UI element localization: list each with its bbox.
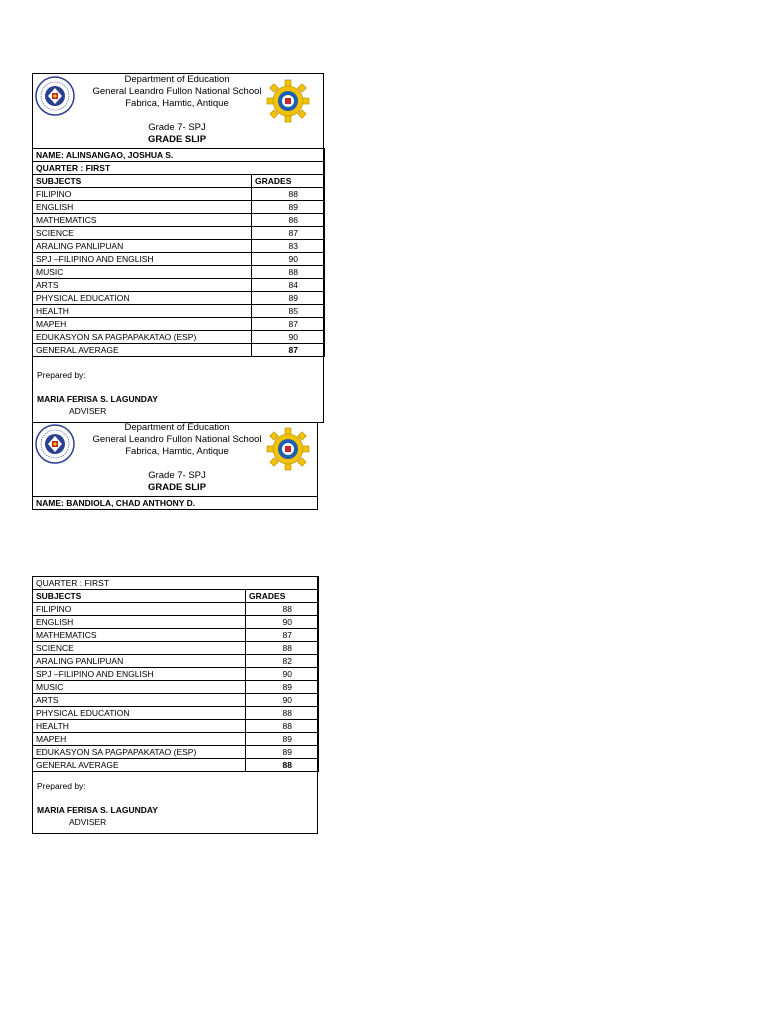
table-row [33, 720, 319, 733]
subject-cell: MAPEH [33, 733, 246, 746]
subjects-header: SUBJECTS [33, 175, 252, 188]
grade-cell: 90 [252, 331, 325, 344]
slip2-rows [33, 603, 319, 772]
deped-seal-icon [35, 76, 75, 116]
grades-header: GRADES [252, 175, 325, 188]
slip1-rows [33, 188, 325, 357]
doc-title: GRADE SLIP [147, 482, 207, 493]
subject-cell: MUSIC [33, 681, 246, 694]
grade-cell: 89 [252, 201, 325, 214]
slip2-grades-table [32, 576, 319, 772]
dept-name: Department of Education [124, 74, 230, 85]
table-row [33, 227, 325, 240]
adviser-name: MARIA FERISA S. LAGUNDAY [37, 394, 158, 404]
table-row [33, 240, 325, 253]
subject-cell: SCIENCE [33, 642, 246, 655]
subject-cell: ARTS [33, 279, 252, 292]
subject-cell: MATHEMATICS [33, 629, 246, 642]
slip1-prepared-block [37, 369, 158, 417]
doc-title: GRADE SLIP [147, 134, 207, 145]
student-name: NAME: ALINSANGAO, JOSHUA S. [33, 149, 325, 162]
table-row [33, 759, 319, 772]
subject-cell: MAPEH [33, 318, 252, 331]
grade-cell: 82 [246, 655, 319, 668]
table-row [33, 331, 325, 344]
table-row [33, 253, 325, 266]
subject-cell: EDUKASYON SA PAGPAPAKATAO (ESP) [33, 331, 252, 344]
table-row [33, 746, 319, 759]
subject-cell: SPJ –FILIPINO AND ENGLISH [33, 253, 252, 266]
quarter-label: QUARTER : FIRST [33, 162, 325, 175]
subject-cell: FILIPINO [33, 188, 252, 201]
grade-cell: 90 [246, 668, 319, 681]
subject-cell: HEALTH [33, 305, 252, 318]
grade-cell: 88 [246, 603, 319, 616]
subject-cell: MUSIC [33, 266, 252, 279]
subject-cell: PHYSICAL EDUCATION [33, 707, 246, 720]
grade-cell: 87 [252, 344, 325, 357]
grade-cell: 87 [246, 629, 319, 642]
grade-cell: 88 [252, 188, 325, 201]
grades-header: GRADES [246, 590, 319, 603]
subject-cell: ARALING PANLIPUAN [33, 655, 246, 668]
table-row [33, 655, 319, 668]
grade-cell: 88 [246, 759, 319, 772]
table-row [33, 344, 325, 357]
grade-cell: 86 [252, 214, 325, 227]
table-row [33, 188, 325, 201]
slip1-grades-table [32, 148, 325, 357]
grade-cell: 89 [246, 746, 319, 759]
subject-cell: EDUKASYON SA PAGPAPAKATAO (ESP) [33, 746, 246, 759]
grade-cell: 89 [246, 681, 319, 694]
grade-cell: 88 [246, 720, 319, 733]
subjects-header: SUBJECTS [33, 590, 246, 603]
subject-cell: ARTS [33, 694, 246, 707]
school-name: General Leandro Fullon National School [92, 86, 262, 97]
prepared-by-label: Prepared by: [37, 370, 86, 380]
table-row [33, 629, 319, 642]
table-row [33, 668, 319, 681]
subject-cell: GENERAL AVERAGE [33, 344, 252, 357]
subject-cell: MATHEMATICS [33, 214, 252, 227]
subject-cell: SPJ –FILIPINO AND ENGLISH [33, 668, 246, 681]
table-row [33, 305, 325, 318]
quarter-label: QUARTER : FIRST [33, 577, 319, 590]
adviser-role: ADVISER [69, 406, 107, 416]
grade-section: Grade 7- SPJ [148, 470, 206, 481]
subject-cell: ENGLISH [33, 616, 246, 629]
table-row [33, 603, 319, 616]
slip2-name-table [32, 496, 318, 510]
table-row [33, 279, 325, 292]
table-row [33, 201, 325, 214]
grade-cell: 88 [252, 266, 325, 279]
subject-cell: ENGLISH [33, 201, 252, 214]
table-row [33, 707, 319, 720]
table-row [33, 733, 319, 746]
adviser-role: ADVISER [69, 817, 107, 827]
grade-cell: 88 [246, 707, 319, 720]
slip1-header [78, 74, 276, 146]
subject-cell: SCIENCE [33, 227, 252, 240]
grade-cell: 90 [246, 694, 319, 707]
grade-section: Grade 7- SPJ [148, 122, 206, 133]
subject-cell: GENERAL AVERAGE [33, 759, 246, 772]
grade-cell: 84 [252, 279, 325, 292]
grade-cell: 89 [246, 733, 319, 746]
slip2-prepared-block [37, 780, 158, 828]
adviser-name: MARIA FERISA S. LAGUNDAY [37, 805, 158, 815]
grade-cell: 87 [252, 318, 325, 331]
grade-cell: 85 [252, 305, 325, 318]
grade-cell: 83 [252, 240, 325, 253]
table-row [33, 694, 319, 707]
grade-cell: 90 [246, 616, 319, 629]
dept-name: Department of Education [124, 422, 230, 433]
grade-cell: 89 [252, 292, 325, 305]
subject-cell: ARALING PANLIPUAN [33, 240, 252, 253]
school-name: General Leandro Fullon National School [92, 434, 262, 445]
grade-cell: 90 [252, 253, 325, 266]
grade-cell: 87 [252, 227, 325, 240]
deped-seal-icon [35, 424, 75, 464]
table-row [33, 318, 325, 331]
table-row [33, 642, 319, 655]
slip2-header [78, 422, 276, 494]
table-row [33, 681, 319, 694]
student-name: NAME: BANDIOLA, CHAD ANTHONY D. [33, 497, 318, 510]
prepared-by-label: Prepared by: [37, 781, 86, 791]
subject-cell: PHYSICAL EDUCATION [33, 292, 252, 305]
table-row [33, 214, 325, 227]
school-address: Fabrica, Hamtic, Antique [125, 446, 229, 457]
table-row [33, 292, 325, 305]
table-row [33, 616, 319, 629]
subject-cell: FILIPINO [33, 603, 246, 616]
grade-cell: 88 [246, 642, 319, 655]
table-row [33, 266, 325, 279]
subject-cell: HEALTH [33, 720, 246, 733]
school-address: Fabrica, Hamtic, Antique [125, 98, 229, 109]
